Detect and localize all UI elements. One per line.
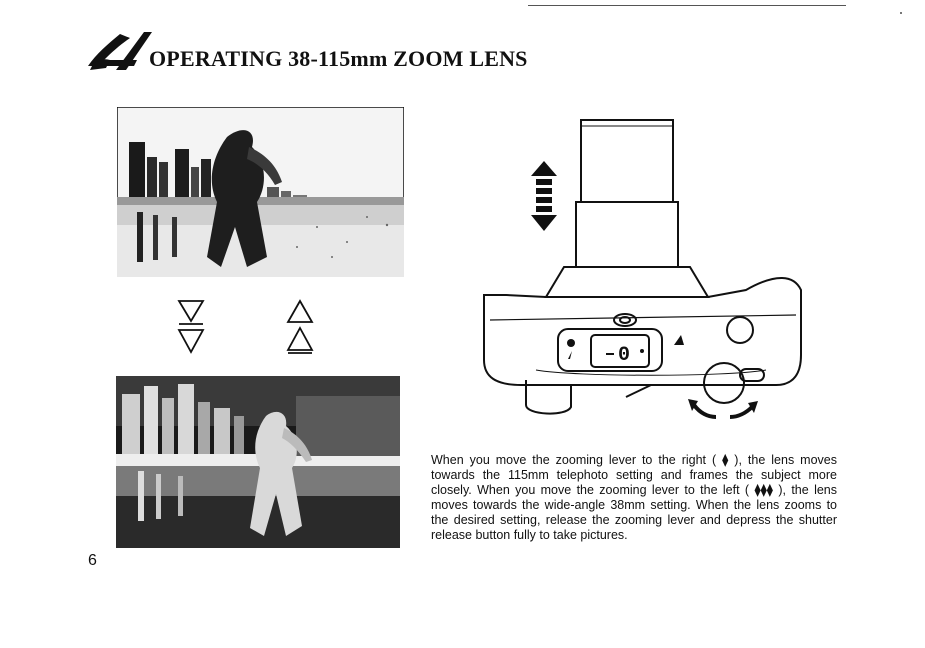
zoom-in-arrows-icon — [176, 298, 206, 356]
wide-angle-photo — [117, 107, 404, 277]
svg-text:0: 0 — [618, 344, 631, 367]
speck — [900, 12, 902, 14]
telephoto-photo — [116, 376, 400, 548]
instruction-caption: When you move the zooming lever to the right ( ⧫ ), the lens moves towards the 115mm telephoto setting and frames the subject more closely. When you move the zooming lever to the left ( ⧫⧫⧫ ), the lens moves towards the wide-angle 38mm setting. When the lens zooms to the desired setting, release the zooming lever and depress the shutter release button fully to take pictures. — [431, 453, 837, 542]
camera-top-view-illustration — [476, 115, 816, 433]
top-rule — [528, 5, 846, 6]
section-4-numeral-icon — [86, 30, 158, 74]
page-title: OPERATING 38-115mm ZOOM LENS — [149, 46, 528, 71]
zoom-out-arrows-icon — [285, 298, 315, 356]
page-number: 6 — [88, 552, 97, 569]
